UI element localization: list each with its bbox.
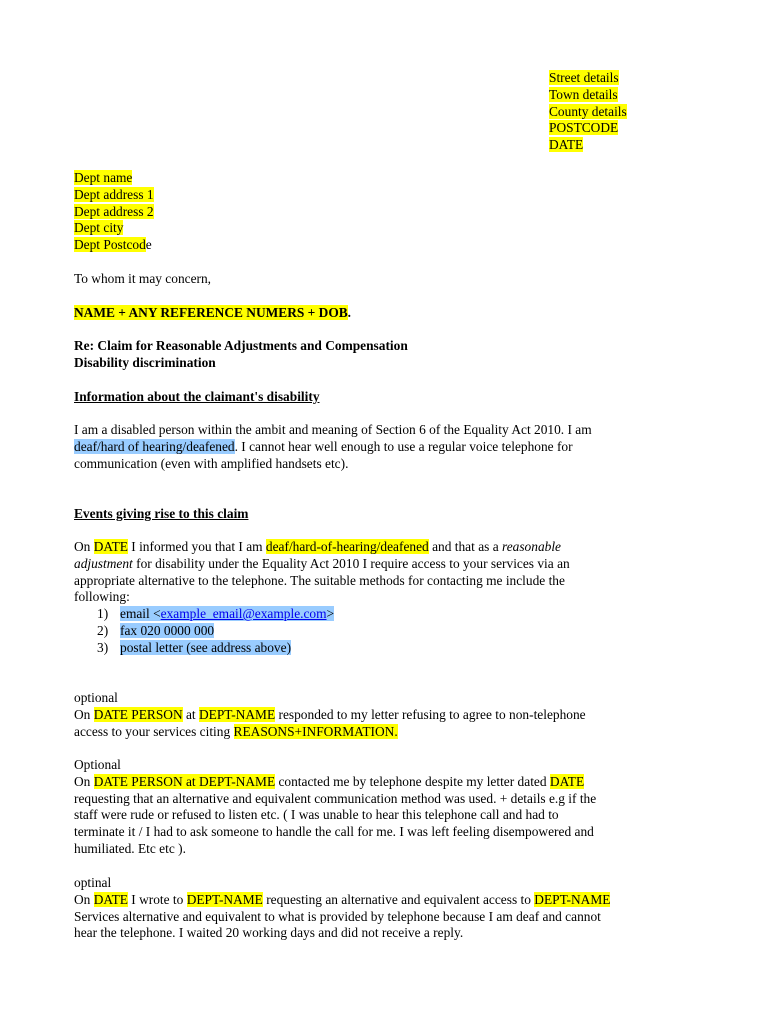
events-adjustment: adjustment <box>74 555 133 571</box>
optional1-at: at <box>182 706 199 722</box>
recipient-name: Dept name <box>74 170 133 185</box>
optional-paragraph-3 <box>74 875 704 942</box>
recipient-address <box>74 170 704 254</box>
list-item <box>97 606 334 623</box>
subject-line1: Re: Claim for Reasonable Adjustments and Compensation <box>74 338 408 353</box>
reference-line <box>74 305 704 322</box>
events-date: DATE <box>93 539 128 554</box>
optional2-label: Optional <box>74 757 121 772</box>
reference-tail: . <box>347 305 352 320</box>
optional2-on: On <box>74 773 94 789</box>
sender-address <box>549 70 627 154</box>
reference-text: NAME + ANY REFERENCE NUMERS + DOB <box>74 305 348 320</box>
sender-county: County details <box>549 103 627 119</box>
sender-street: Street details <box>549 70 619 85</box>
events-reasonable: reasonable <box>501 539 561 554</box>
recipient-city: Dept city <box>74 220 124 236</box>
optional1-rest1: responded to my letter refusing to agree to non-telephone <box>275 706 586 722</box>
optional3-requesting: requesting an alternative and equivalent access to <box>262 891 535 907</box>
optional1-line2-start: access to your services citing <box>74 723 234 739</box>
events-heading: Events giving rise to this claim <box>74 506 249 521</box>
optional2-line2: requesting that an alternative and equivalent communication method was used. + details e.g if the <box>74 790 597 806</box>
subject-line2: Disability discrimination <box>74 354 216 370</box>
events-paragraph <box>74 539 704 606</box>
recipient-address1: Dept address 1 <box>74 186 154 202</box>
disability-heading: Information about the claimant's disability <box>74 389 320 404</box>
recipient-address2: Dept address 2 <box>74 203 154 219</box>
optional1-label: optional <box>74 690 118 705</box>
disability-section <box>74 389 704 406</box>
sender-postcode: POSTCODE <box>549 120 619 136</box>
disability-line3: communication (even with amplified handsets etc). <box>74 455 349 471</box>
events-mid: I informed you that I am <box>127 539 266 554</box>
optional1-date-person: DATE PERSON <box>93 706 183 722</box>
list-item <box>97 623 334 640</box>
fax-text: fax 020 0000 000 <box>120 622 215 638</box>
recipient-postcode: Dept Postcod <box>74 237 146 253</box>
optional2-rest1: contacted me by telephone despite my letter dated <box>275 773 550 789</box>
optional3-line3: hear the telephone. I waited 20 working days and did not receive a reply. <box>74 925 464 941</box>
disability-line2-tail: . I cannot hear well enough to use a regular voice telephone for <box>234 438 573 454</box>
optional2-line5: humiliated. Etc etc ). <box>74 840 186 856</box>
events-line2-tail: for disability under the Equality Act 2010 I require access to your services via an <box>132 555 570 571</box>
optional1-on: On <box>74 706 94 722</box>
optional3-wrote: I wrote to <box>127 891 187 907</box>
optional2-date: DATE <box>549 773 585 789</box>
disability-line1: I am a disabled person within the ambit and meaning of Section 6 of the Equality Act 2010. I am <box>74 422 592 437</box>
events-on: On <box>74 539 94 554</box>
sender-town: Town details <box>549 86 618 102</box>
optional3-dept-name-2: DEPT-NAME <box>534 891 611 907</box>
sender-date: DATE <box>549 137 584 153</box>
optional1-reasons: REASONS+INFORMATION. <box>233 723 398 739</box>
email-suffix: > <box>326 606 335 621</box>
events-and: and that as a <box>428 539 502 554</box>
optional-paragraph-1 <box>74 690 704 740</box>
optional3-on: On <box>74 891 94 907</box>
optional3-date: DATE <box>93 891 128 907</box>
email-prefix: email < <box>120 606 161 621</box>
subject-block <box>74 338 704 372</box>
optional3-line2: Services alternative and equivalent to what is provided by telephone because I am deaf and cannot <box>74 908 601 924</box>
optional2-line3: staff were rude or refused to listen etc. ( I was unable to hear this telephone call and had to <box>74 807 559 823</box>
contact-methods-list <box>97 606 334 656</box>
recipient-postcode-tail: e <box>145 237 152 253</box>
optional2-line4: terminate it / I had to ask someone to handle the call for me. I was left feeling disempowered and <box>74 824 594 840</box>
list-number: 3) <box>97 639 109 655</box>
postal-text: postal letter (see address above) <box>120 639 292 655</box>
events-deaf: deaf/hard-of-hearing/deafened <box>265 539 429 554</box>
list-number: 2) <box>97 622 109 638</box>
optional3-label: optinal <box>74 875 112 890</box>
disability-highlight: deaf/hard of hearing/deafened <box>74 438 235 454</box>
optional2-date-person-at: DATE PERSON at DEPT-NAME <box>93 773 276 789</box>
salutation-text: To whom it may concern, <box>74 271 212 286</box>
salutation <box>74 271 704 288</box>
events-line3: appropriate alternative to the telephone. The suitable methods for contacting me include the <box>74 572 565 588</box>
list-number: 1) <box>97 606 109 621</box>
disability-paragraph <box>74 422 704 472</box>
optional1-dept-name: DEPT-NAME <box>199 706 276 722</box>
email-link[interactable]: example_email@example.com <box>160 606 327 621</box>
events-line4: following: <box>74 589 130 605</box>
list-item <box>97 640 334 657</box>
events-section <box>74 506 704 523</box>
optional-paragraph-2 <box>74 757 704 858</box>
optional3-dept-name-1: DEPT-NAME <box>186 891 263 907</box>
